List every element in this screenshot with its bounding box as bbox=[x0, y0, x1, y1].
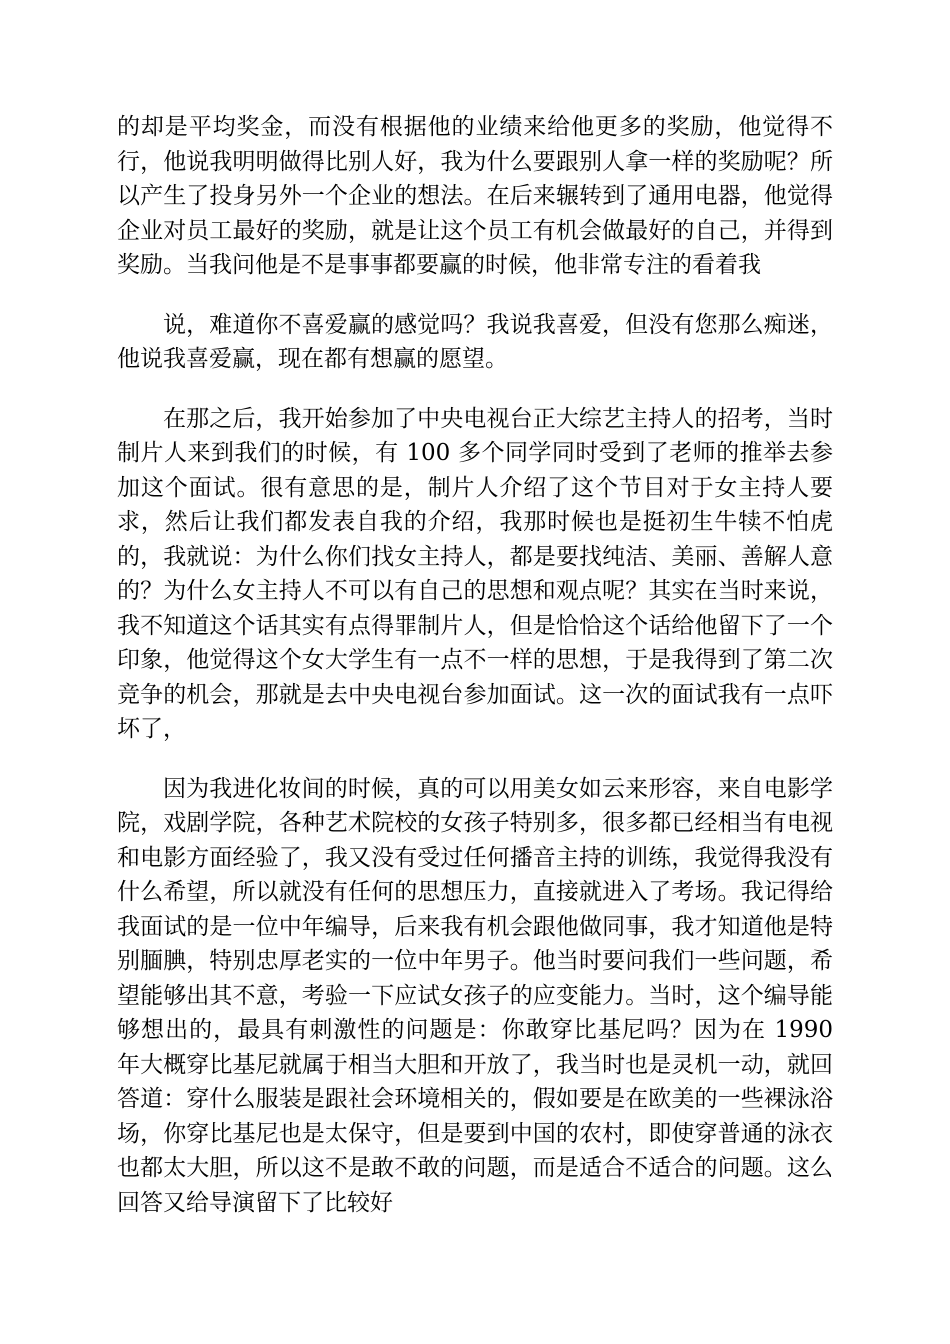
document-page bbox=[117, 110, 833, 1245]
paragraph-2: 说，难道你不喜爱赢的感觉吗？我说我喜爱，但没有您那么痴迷，他说我喜爱赢，现在都有想赢的愿望。 bbox=[117, 311, 833, 372]
paragraph-4: 因为我进化妆间的时候，真的可以用美女如云来形容，来自电影学院，戏剧学院，各种艺术院校的女孩子特别多，很多都已经相当有电视和电影方面经验了，我又没有受过任何播音主持的训练，我觉得我没有什么希望，所以就没有任何的思想压力，直接就进入了考场。我记得给我面试的是一位中年编导，后来我有机会跟他做同事，我才知道他是特别腼腆，特别忠厚老实的一位中年男子。他当时要问我们一些问题，希望能够出其不意，考验一下应试女孩子的应变能力。当时，这个编导能够想出的，最具有刺激性的问题是：你敢穿比基尼吗？因为在 1990 年大概穿比基尼就属于相当大胆和开放了，我当时也是灵机一动，就回答道：穿什么服装是跟社会环境相关的，假如要是在欧美的一些裸泳浴场，你穿比基尼也是太保守，但是要到中国的农村，即使穿普通的泳衣也都太大胆，所以这不是敢不敢的问题，而是适合不适合的问题。这么回答又给导演留下了比较好 bbox=[117, 775, 833, 1216]
paragraph-3: 在那之后，我开始参加了中央电视台正大综艺主持人的招考，当时制片人来到我们的时候，有 100 多个同学同时受到了老师的推举去参加这个面试。很有意思的是，制片人介绍了这个节目对于女主持人要求，然后让我们都发表自我的介绍，我那时候也是挺初生牛犊不怕虎的，我就说：为什么你们找女主持人，都是要找纯洁、美丽、善解人意的？为什么女主持人不可以有自己的思想和观点呢？其实在当时来说，我不知道这个话其实有点得罪制片人，但是恰恰这个话给他留下了一个印象，他觉得这个女大学生有一点不一样的思想，于是我得到了第二次竞争的机会，那就是去中央电视台参加面试。这一次的面试我有一点吓坏了， bbox=[117, 405, 833, 742]
paragraph-1: 的却是平均奖金，而没有根据他的业绩来给他更多的奖励，他觉得不行，他说我明明做得比别人好，我为什么要跟别人拿一样的奖励呢？所以产生了投身另外一个企业的想法。在后来辗转到了通用电器，他觉得企业对员工最好的奖励，就是让这个员工有机会做最好的自己，并得到奖励。当我问他是不是事事都要赢的时候，他非常专注的看着我 bbox=[117, 114, 833, 278]
